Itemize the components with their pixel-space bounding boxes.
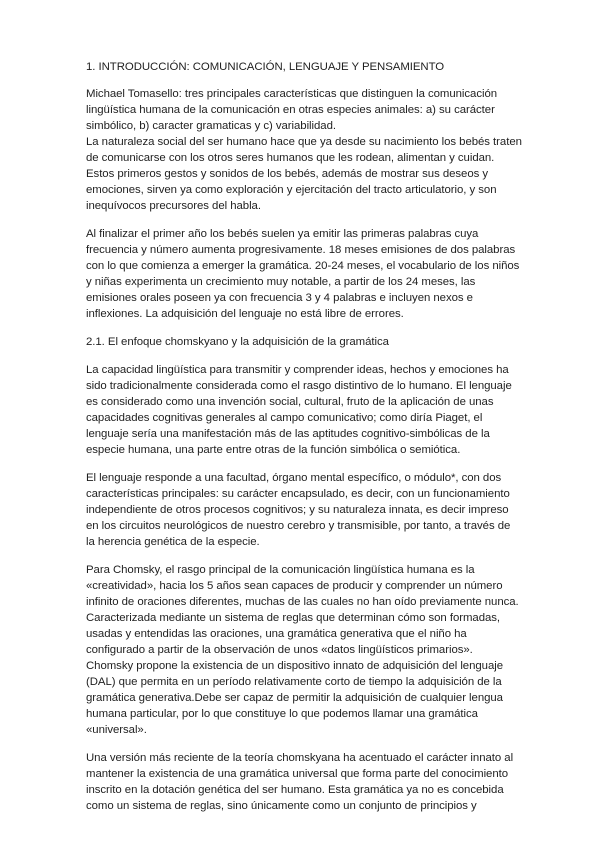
paragraph-line: lingüística humana de la comunicación en otras especies animales: a) su carácter xyxy=(86,104,495,116)
paragraph-line: como un sistema de reglas, sino únicamente como un conjunto de principios y xyxy=(86,800,477,812)
paragraph-line: mantener la existencia de una gramática universal que forma parte del conocimiento xyxy=(86,768,509,780)
paragraph-line: El lenguaje responde a una facultad, órgano mental específico, o módulo*, con dos xyxy=(86,472,502,484)
paragraph-line: es considerado como una invención social, cultural, fruto de la aplicación de unas xyxy=(86,396,494,408)
paragraph-line: «creatividad», hacia los 5 años sean capaces de producir y comprender un número xyxy=(86,580,503,592)
paragraph-line: Chomsky propone la existencia de un dispositivo innato de adquisición del lenguaje xyxy=(86,660,503,672)
paragraph-line: y niñas experimenta un crecimiento muy notable, a partir de los 24 meses, las xyxy=(86,276,476,288)
paragraph-line: simbólico, b) caracter gramaticas y c) variabilidad. xyxy=(86,120,336,132)
paragraph-line: «universal». xyxy=(86,724,147,736)
paragraph-line: capacidades cognitivas generales al campo comunicativo; como diría Piaget, el xyxy=(86,412,483,424)
paragraph-line: (DAL) que permita en un período relativamente corto de tiempo la adquisición de la xyxy=(86,676,502,688)
paragraph-line: Al finalizar el primer año los bebés suelen ya emitir las primeras palabras cuya xyxy=(86,228,479,240)
paragraph-line: La capacidad lingüística para transmitir y comprender ideas, hechos y emociones ha xyxy=(86,364,509,376)
paragraph-line: la herencia genética de la especie. xyxy=(86,536,260,548)
paragraph-line: sido tradicionalmente considerada como el rasgo distintivo de lo humano. El lenguaje xyxy=(86,380,512,392)
paragraph-line: inflexiones. La adquisición del lenguaje no está libre de errores. xyxy=(86,308,404,320)
paragraph-line: de comunicarse con los otros seres humanos que les rodean, alimentan y cuidan. xyxy=(86,152,495,164)
paragraph-line: en los circuitos neurológicos de nuestro cerebro y transmisible, por tanto, a través de xyxy=(86,520,511,532)
paragraph-line: La naturaleza social del ser humano hace que ya desde su nacimiento los bebés traten xyxy=(86,136,522,148)
paragraph-line: inequívocos precursores del habla. xyxy=(86,200,261,212)
subsection-heading: 2.1. El enfoque chomskyano y la adquisición de la gramática xyxy=(86,336,389,348)
paragraph-line: Una versión más reciente de la teoría chomskyana ha acentuado el carácter innato al xyxy=(86,752,514,764)
paragraph-line: independiente de otros procesos cognitivos; y su naturaleza innata, es decir impreso xyxy=(86,504,509,516)
paragraph-line: humana particular, por lo que constituye lo que podemos llamar una gramática xyxy=(86,708,478,720)
paragraph-line: gramática generativa.Debe ser capaz de permitir la adquisición de cualquier lengua xyxy=(86,692,503,704)
paragraph-line: configurado a partir de la observación de unos «datos lingüísticos primarios». xyxy=(86,644,473,656)
paragraph-line: Michael Tomasello: tres principales características que distinguen la comunicación xyxy=(86,88,498,100)
paragraph-line: con lo que comienza a emerger la gramática. 20-24 meses, el vocabulario de los niños xyxy=(86,260,520,272)
paragraph-line: Caracterizada mediante un sistema de reglas que determinan cómo son formadas, xyxy=(86,612,501,624)
paragraph-line: lenguaje sería una manifestación más de las aptitudes cognitivo-simbólicas de la xyxy=(86,428,490,440)
paragraph-line: especie humana, una parte entre otras de la función simbólica o semiótica. xyxy=(86,444,461,456)
paragraph-line: frecuencia y número aumenta progresivamente. 18 meses emisiones de dos palabras xyxy=(86,244,516,256)
paragraph-line: emisiones orales poseen ya con frecuencia 3 y 4 palabras e incluyen nexos e xyxy=(86,292,473,304)
paragraph-line: Para Chomsky, el rasgo principal de la comunicación lingüística humana es la xyxy=(86,564,475,576)
paragraph-line: características principales: su carácter encapsulado, es decir, con un funcionamiento xyxy=(86,488,510,500)
section-heading: 1. INTRODUCCIÓN: COMUNICACIÓN, LENGUAJE Y PENSAMIENTO xyxy=(86,61,445,73)
paragraph-line: emociones, sirven ya como exploración y ejercitación del tracto articulatorio, y son xyxy=(86,184,497,196)
paragraph-line: infinito de oraciones diferentes, muchas de las cuales no han oído previamente nunca. xyxy=(86,596,519,608)
paragraph-line: inscrito en la dotación genética del ser humano. Esta gramática ya no es concebida xyxy=(86,784,504,796)
paragraph-line: usadas y entendidas las oraciones, una gramática generativa que el niño ha xyxy=(86,628,467,640)
paragraph-line: Estos primeros gestos y sonidos de los bebés, además de mostrar sus deseos y xyxy=(86,168,489,180)
